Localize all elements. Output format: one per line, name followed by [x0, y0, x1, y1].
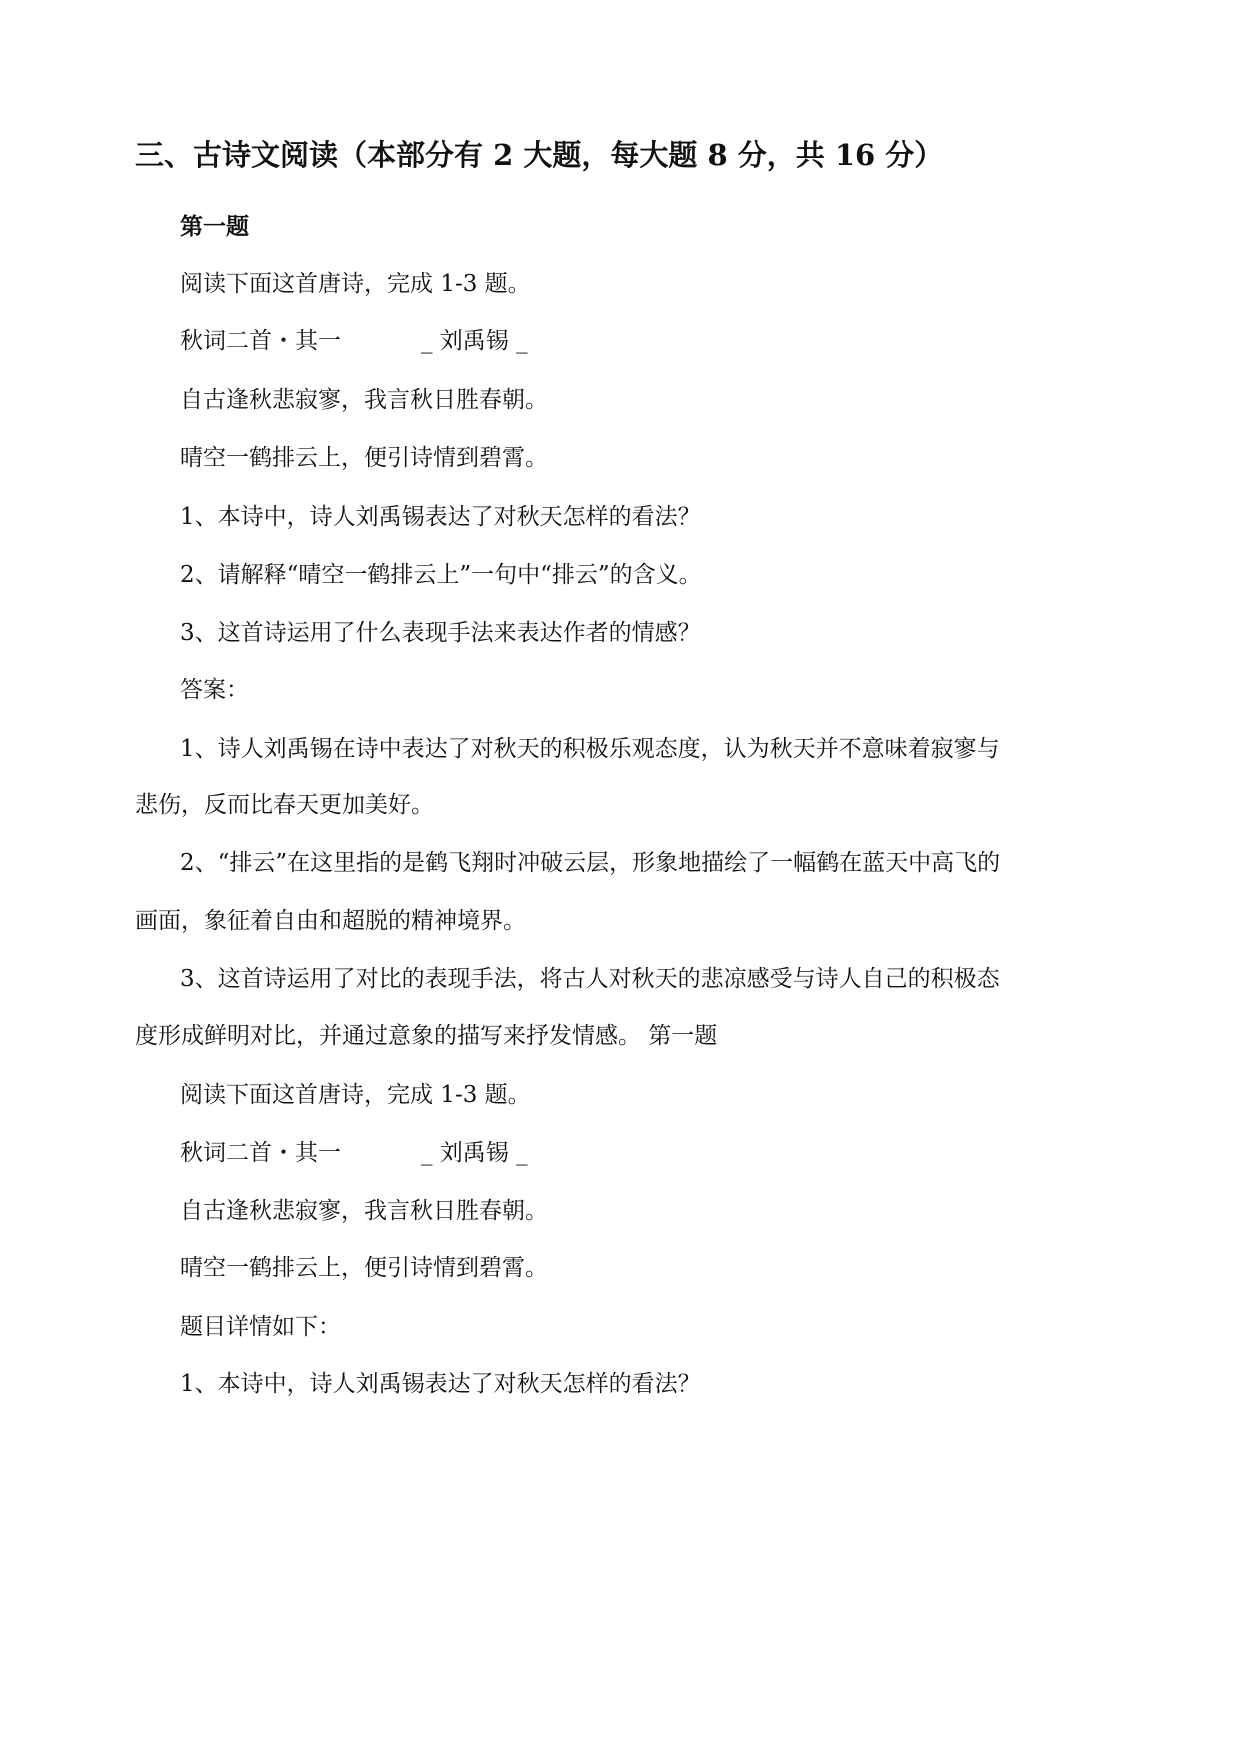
part1-question-2: 2、请解释“晴空一鹤排云上”一句中“排云”的含义。: [180, 562, 702, 588]
part2-instruction: 阅读下面这首唐诗，完成 1-3 题。: [180, 1082, 531, 1108]
part1-question-3: 3、这首诗运用了什么表现手法来表达作者的情感？: [180, 620, 701, 646]
answer-label: 答案：: [180, 677, 249, 703]
poem-author: _ 刘禹锡 _: [421, 1140, 528, 1166]
part2-poem-line-1: 自古逢秋悲寂寥，我言秋日胜春朝。: [180, 1198, 548, 1224]
part1-instruction: 阅读下面这首唐诗，完成 1-3 题。: [180, 271, 531, 297]
part2-poem-header: [180, 1137, 528, 1169]
answer-1-line-2: 悲伤，反而比春天更加美好。: [135, 792, 434, 818]
part2-poem-line-2: 晴空一鹤排云上，便引诗情到碧霄。: [180, 1255, 548, 1281]
part2-question-1: 1、本诗中，诗人刘禹锡表达了对秋天怎样的看法？: [180, 1371, 701, 1397]
part1-poem-line-1: 自古逢秋悲寂寥，我言秋日胜春朝。: [180, 387, 548, 413]
poem-title: 秋词二首・其一: [180, 1140, 341, 1166]
section-title: 三、古诗文阅读（本部分有 2 大题，每大题 8 分，共 16 分）: [135, 138, 944, 172]
answer-2-line-2: 画面，象征着自由和超脱的精神境界。: [135, 908, 526, 934]
poem-title: 秋词二首・其一: [180, 328, 341, 354]
poem-author: _ 刘禹锡 _: [421, 328, 528, 354]
details-label: 题目详情如下：: [180, 1314, 341, 1340]
part1-poem-header: [180, 325, 528, 357]
part1-question-1: 1、本诗中，诗人刘禹锡表达了对秋天怎样的看法？: [180, 504, 701, 530]
part1-heading: 第一题: [180, 213, 249, 240]
part1-poem-line-2: 晴空一鹤排云上，便引诗情到碧霄。: [180, 445, 548, 471]
answer-1-line-1: 1、诗人刘禹锡在诗中表达了对秋天的积极乐观态度，认为秋天并不意味着寂寥与: [180, 736, 1000, 762]
answer-3-line-1: 3、这首诗运用了对比的表现手法，将古人对秋天的悲凉感受与诗人自己的积极态: [180, 966, 1000, 992]
answer-3-line-2: 度形成鲜明对比，并通过意象的描写来抒发情感。 第一题: [135, 1023, 718, 1049]
answer-2-line-1: 2、“排云”在这里指的是鹤飞翔时冲破云层，形象地描绘了一幅鹤在蓝天中高飞的: [180, 850, 1001, 876]
